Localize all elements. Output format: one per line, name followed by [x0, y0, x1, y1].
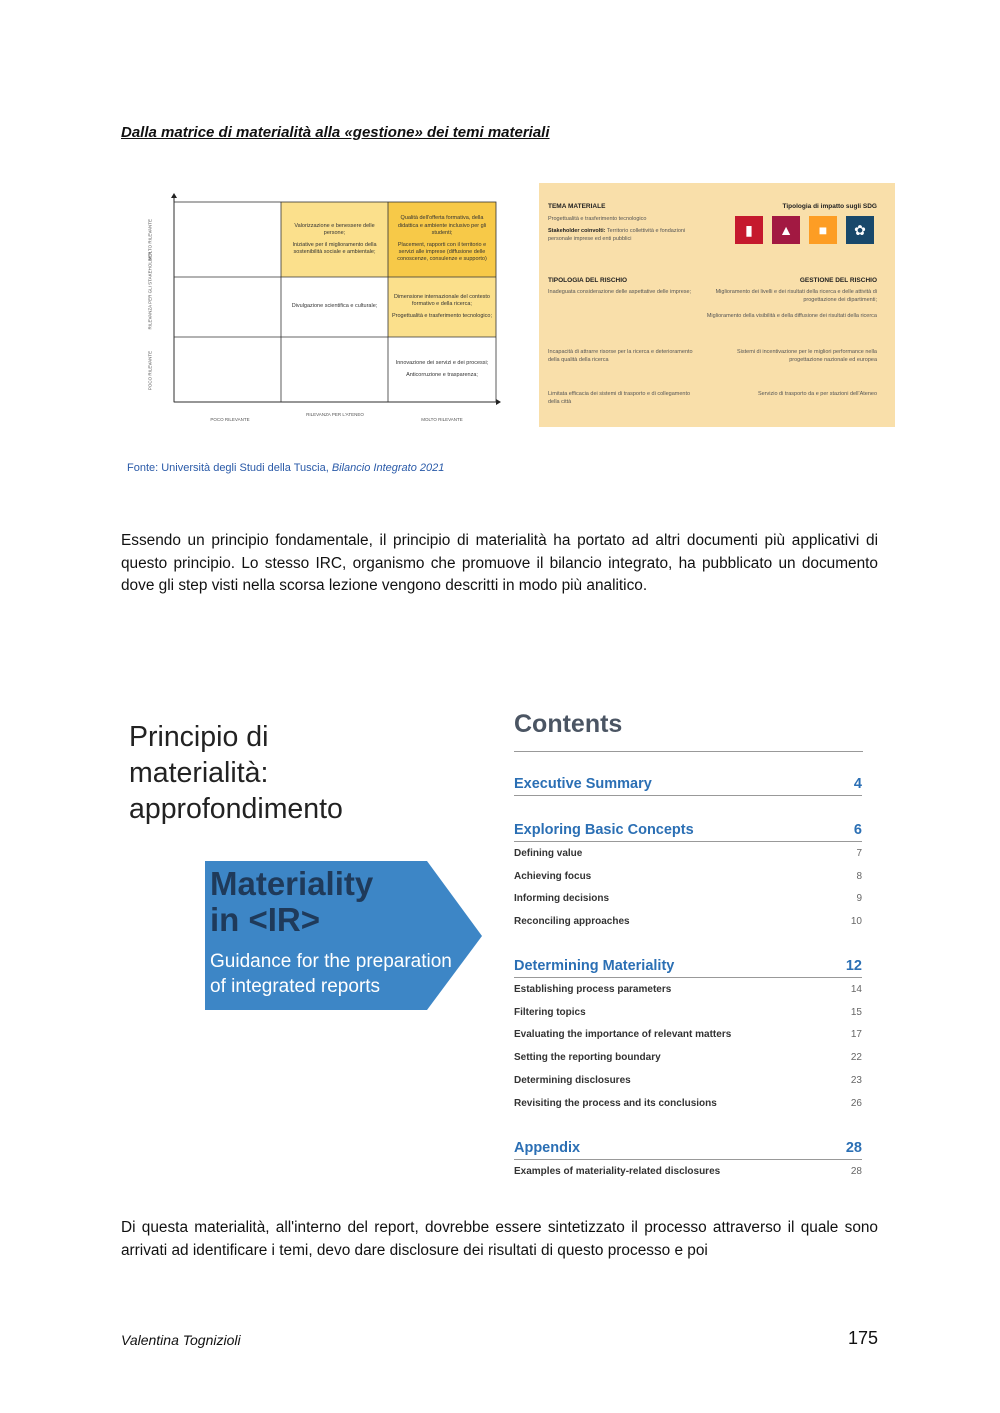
toc-item-page: 10: [850, 916, 862, 928]
toc-item-label: Examples of materiality-related disclosures: [514, 1166, 721, 1177]
risk-item: Limitata efficacia dei sistemi di trasporto e di collegamento della città: [548, 391, 691, 405]
toc-item-page: 8: [856, 870, 862, 882]
matrix-cell: [281, 277, 388, 337]
toc-section-page: 12: [845, 958, 862, 974]
toc-item-page: 17: [850, 1029, 862, 1041]
toc-item-page: 23: [850, 1074, 862, 1086]
sdg-17-icon: ✿: [846, 216, 874, 244]
figure-source: Fonte: Università degli Studi della Tuscia, Bilancio Integrato 2021: [127, 462, 445, 474]
matrix-cell-text: Progettualità e trasferimento tecnologico;: [392, 312, 492, 319]
gestione-item: Miglioramento dei livelli e dei risultati della ricerca e delle attività di progettazione dei dipartimenti;: [715, 289, 877, 303]
tipologia-title: TIPOLOGIA DEL RISCHIO: [548, 277, 628, 284]
sdg-11-icon: ■: [809, 216, 837, 244]
matrix-cell: [388, 337, 496, 402]
badge-title: Materiality in <IR>: [210, 865, 374, 938]
toc-item-label: Setting the reporting boundary: [514, 1052, 661, 1064]
toc-item[interactable]: [514, 893, 862, 904]
matrix-cell-text: Innovazione dei servizi e dei processi;: [395, 360, 489, 367]
toc-item-page: 14: [850, 984, 862, 995]
matrix-cell-text: Divulgazione scientifica e culturale;: [291, 303, 378, 310]
risk-panel: [539, 183, 895, 427]
matrix-cell-text: Iniziative per il miglioramento della sostenibilità sociale e ambientale;: [292, 241, 377, 255]
matrix-cell: [388, 277, 496, 337]
risk-item: Incapacità di attrarre risorse per la ricerca e deterioramento della qualità della ricerca: [548, 349, 693, 363]
sdg-title: Tipologia di impatto sugli SDG: [782, 203, 877, 210]
toc-section-page: 28: [845, 1140, 862, 1156]
toc-item[interactable]: [514, 871, 862, 882]
toc-item-label: Achieving focus: [514, 870, 592, 882]
paragraph-1: Essendo un principio fondamentale, il principio di materialità ha portato ad altri documenti più applicativi di questo principio. Lo stesso IRC, organismo che promuove il bilancio integrato, ha pubblicato un documento dove gli step visti nella scorsa lezione vengono descritti in modo più analitico.: [121, 532, 878, 594]
stakeholder-text: Stakeholder coinvolti: Territorio collettività e fondazioni personale imprese ed enti pubblici: [548, 228, 686, 242]
matrix-cell-text: Dimensione internazionale del contesto formativo e della ricerca;: [393, 293, 490, 308]
toc-item[interactable]: [514, 1052, 862, 1063]
toc-section[interactable]: [514, 958, 862, 978]
toc-section[interactable]: [514, 822, 862, 842]
contents-title: Contents: [514, 710, 623, 738]
x-label-axis: RILEVANZA PER L'ATENEO: [306, 412, 364, 417]
gestione-item: Servizio di trasporto da e per stazioni dell'Ateneo: [757, 391, 877, 397]
gestione-item: Sistemi di incentivazione per le migliori performance nella progettazione nazionale ed europea: [736, 349, 877, 363]
footer-author: Valentina Tognizioli: [121, 1332, 241, 1348]
toc-section-page: 6: [853, 822, 862, 838]
toc-item-label: Evaluating the importance of relevant matters: [514, 1029, 732, 1041]
toc-section-page: 4: [853, 776, 862, 792]
toc-item[interactable]: [514, 1075, 862, 1086]
matrix-cell: [281, 202, 388, 277]
y-label-low: POCO RILEVANTE: [147, 350, 153, 391]
toc-item[interactable]: [514, 1166, 862, 1177]
gestione-item: Miglioramento della visibilità e della diffusione dei risultati della ricerca: [706, 313, 877, 319]
toc-section-label: Appendix: [514, 1140, 581, 1156]
toc-item-page: 15: [850, 1006, 862, 1018]
toc-section-label: Executive Summary: [514, 776, 652, 792]
sdg-8-icon: ▲: [772, 216, 800, 244]
matrix-cell-text: Anticorruzione e trasparenza;: [406, 371, 478, 378]
toc-item[interactable]: [514, 1029, 862, 1040]
toc-item-label: Informing decisions: [514, 893, 610, 905]
materiality-badge: [205, 861, 482, 1010]
risk-item: Inadeguata considerazione delle aspettative delle imprese;: [548, 289, 692, 295]
toc-item-page: 9: [856, 893, 862, 905]
x-label-high: MOLTO RILEVANTE: [421, 417, 463, 422]
contents-list: [514, 710, 863, 1177]
toc-item-page: 7: [856, 848, 862, 859]
toc-item-page: 26: [850, 1097, 862, 1109]
page-number: 175: [847, 1328, 878, 1348]
toc-section[interactable]: [514, 776, 862, 796]
toc-item-label: Determining disclosures: [514, 1074, 631, 1086]
matrix-cell: [388, 202, 496, 277]
sdg-4-icon: ▮: [735, 216, 763, 244]
toc-item-page: 22: [850, 1052, 862, 1064]
toc-item-label: Reconciling approaches: [514, 916, 630, 928]
toc-item[interactable]: [514, 916, 862, 927]
matrix-cell-text: Placement, rapporti con il territorio e servizi alle imprese (diffusione delle conoscenze, consulenze e supporto): [397, 241, 487, 263]
materiality-matrix: [140, 190, 502, 436]
tema-text: Progettualità e trasferimento tecnologico: [548, 216, 647, 222]
section-heading: Dalla matrice di materialità alla «gestione» dei temi materiali: [121, 124, 550, 141]
gestione-title: GESTIONE DEL RISCHIO: [799, 277, 877, 284]
y-label-high: MOLTO RILEVANTE: [147, 218, 153, 261]
paragraph-2: Di questa materialità, all'interno del report, dovrebbe essere sintetizzato il processo attraverso il quale sono arrivati ad identificare i temi, devo dare disclosure dei risultati di questo processo e poi: [121, 1219, 878, 1259]
toc-item-label: Defining value: [514, 848, 583, 859]
badge-subtitle: Guidance for the preparation of integrated reports: [210, 951, 452, 997]
toc-item[interactable]: [514, 984, 862, 995]
matrix-cell-text: Qualità dell'offerta formativa, della didattica e ambiente inclusivo per gli studenti;: [397, 215, 487, 237]
toc-item-label: Establishing process parameters: [514, 984, 672, 995]
slide-title: Principio di materialità: approfondimento: [129, 721, 343, 825]
x-label-low: POCO RILEVANTE: [210, 417, 250, 422]
toc-item-label: Revisiting the process and its conclusions: [514, 1097, 717, 1109]
toc-item[interactable]: [514, 1007, 862, 1018]
tema-title: TEMA MATERIALE: [548, 203, 606, 210]
toc-item[interactable]: [514, 848, 862, 859]
toc-section-label: Exploring Basic Concepts: [514, 822, 694, 838]
toc-item-label: Filtering topics: [514, 1006, 586, 1018]
toc-section[interactable]: [514, 1140, 862, 1160]
matrix-cell-text: Valorizzazione e benessere delle persone;: [294, 222, 375, 237]
y-label-axis: RILEVANZA PER GLI STAKEHOLDER: [147, 251, 153, 330]
toc-item[interactable]: [514, 1098, 862, 1109]
toc-item-page: 28: [850, 1166, 862, 1177]
toc-section-label: Determining Materiality: [514, 958, 675, 974]
